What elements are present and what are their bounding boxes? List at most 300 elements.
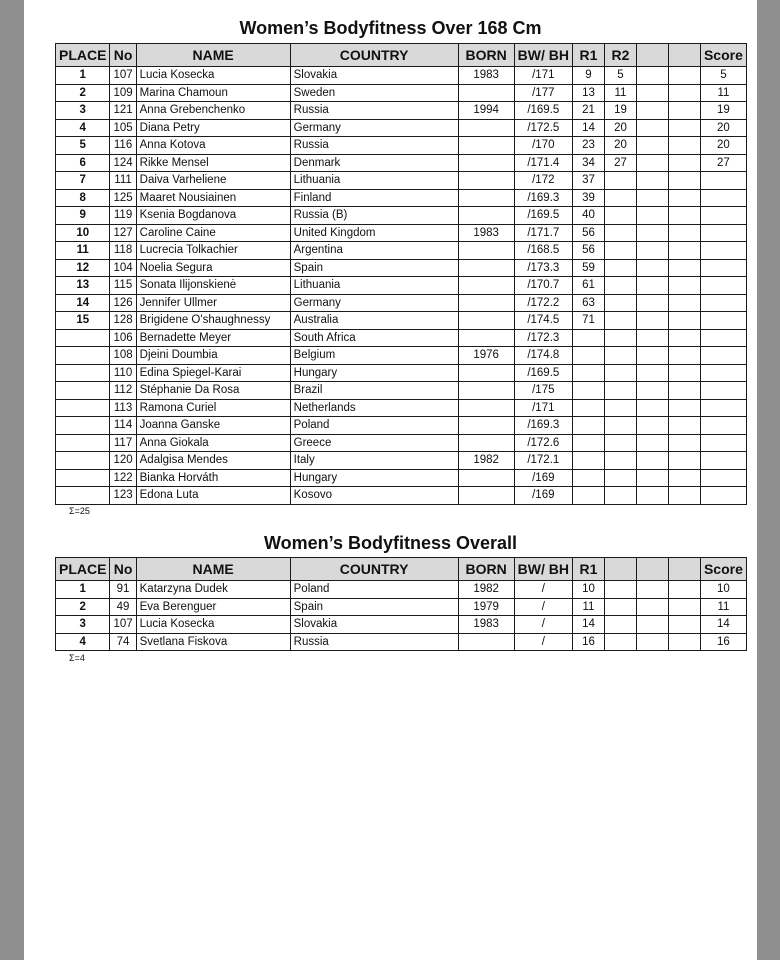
cell-extra1 xyxy=(636,189,668,207)
cell-number: 116 xyxy=(110,137,136,155)
cell-born: 1983 xyxy=(458,67,514,85)
cell-extra1 xyxy=(636,242,668,260)
cell-r1 xyxy=(572,487,604,505)
cell-score xyxy=(700,172,746,190)
cell-born xyxy=(458,364,514,382)
results-table-over-168 xyxy=(55,43,747,505)
cell-extra1 xyxy=(636,364,668,382)
cell-extra2 xyxy=(668,487,700,505)
cell-born xyxy=(458,259,514,277)
cell-born xyxy=(458,633,514,651)
table-row xyxy=(56,598,747,616)
cell-extra1 xyxy=(636,616,668,634)
table-row xyxy=(56,102,747,120)
cell-country: Russia xyxy=(290,102,458,120)
cell-name: Jennifer Ullmer xyxy=(136,294,290,312)
cell-name: Adalgisa Mendes xyxy=(136,452,290,470)
cell-country: Lithuania xyxy=(290,277,458,295)
cell-score xyxy=(700,294,746,312)
cell-r2 xyxy=(604,259,636,277)
cell-r2 xyxy=(604,207,636,225)
cell-place: 11 xyxy=(56,242,110,260)
cell-extra2 xyxy=(668,102,700,120)
cell-score xyxy=(700,242,746,260)
cell-extra2 xyxy=(668,399,700,417)
cell-name: Djeini Doumbia xyxy=(136,347,290,365)
cell-r1 xyxy=(572,417,604,435)
cell-bw-bh: /171.4 xyxy=(514,154,572,172)
cell-place: 13 xyxy=(56,277,110,295)
cell-score xyxy=(700,312,746,330)
cell-place: 3 xyxy=(56,102,110,120)
cell-bw-bh: /171.7 xyxy=(514,224,572,242)
cell-r2 xyxy=(604,434,636,452)
cell-r1: 13 xyxy=(572,84,604,102)
header-born: BORN xyxy=(458,44,514,67)
cell-number: 122 xyxy=(110,469,136,487)
cell-name: Sonata Ilijonskienė xyxy=(136,277,290,295)
cell-born xyxy=(458,172,514,190)
table-row xyxy=(56,294,747,312)
cell-number: 49 xyxy=(110,598,136,616)
cell-score: 16 xyxy=(700,633,746,651)
cell-place xyxy=(56,347,110,365)
table-row xyxy=(56,207,747,225)
cell-r2 xyxy=(604,224,636,242)
table2-count: Σ=4 xyxy=(69,653,85,663)
cell-extra2 xyxy=(668,294,700,312)
cell-score xyxy=(700,277,746,295)
cell-r2 xyxy=(604,364,636,382)
cell-place: 9 xyxy=(56,207,110,225)
cell-bw-bh: /172.2 xyxy=(514,294,572,312)
cell-extra1 xyxy=(636,329,668,347)
cell-extra1 xyxy=(636,154,668,172)
cell-name: Ksenia Bogdanova xyxy=(136,207,290,225)
cell-bw-bh: /169 xyxy=(514,487,572,505)
cell-country: Greece xyxy=(290,434,458,452)
cell-r1 xyxy=(572,364,604,382)
header-extra1 xyxy=(636,44,668,67)
cell-country: Kosovo xyxy=(290,487,458,505)
cell-bw-bh: /169.3 xyxy=(514,417,572,435)
cell-name: Ramona Curiel xyxy=(136,399,290,417)
header-born: BORN xyxy=(458,558,514,581)
cell-born xyxy=(458,382,514,400)
header-r1: R1 xyxy=(572,558,604,581)
cell-score xyxy=(700,207,746,225)
cell-place: 12 xyxy=(56,259,110,277)
header-country: COUNTRY xyxy=(290,558,458,581)
cell-number: 109 xyxy=(110,84,136,102)
cell-bw-bh: / xyxy=(514,581,572,599)
cell-extra1 xyxy=(636,102,668,120)
cell-extra1 xyxy=(636,633,668,651)
cell-score xyxy=(700,487,746,505)
cell-extra1 xyxy=(636,487,668,505)
table-row xyxy=(56,312,747,330)
cell-r1 xyxy=(572,347,604,365)
cell-bw-bh: /171 xyxy=(514,399,572,417)
cell-score xyxy=(700,189,746,207)
cell-r1 xyxy=(572,452,604,470)
cell-name: Rikke Mensel xyxy=(136,154,290,172)
cell-bw-bh: /172.1 xyxy=(514,452,572,470)
cell-bw-bh: /170.7 xyxy=(514,277,572,295)
cell-r1: 40 xyxy=(572,207,604,225)
cell-name: Edina Spiegel-Karai xyxy=(136,364,290,382)
cell-extra1 xyxy=(636,172,668,190)
cell-extra2 xyxy=(668,329,700,347)
header-r1: R1 xyxy=(572,44,604,67)
cell-extra2 xyxy=(668,434,700,452)
cell-born xyxy=(458,189,514,207)
cell-r1: 16 xyxy=(572,633,604,651)
cell-bw-bh: /172 xyxy=(514,172,572,190)
cell-name: Noelia Segura xyxy=(136,259,290,277)
table-row xyxy=(56,137,747,155)
table-row xyxy=(56,277,747,295)
cell-country: Russia xyxy=(290,137,458,155)
results-sheet xyxy=(24,0,757,960)
cell-country: Spain xyxy=(290,259,458,277)
cell-bw-bh: /175 xyxy=(514,382,572,400)
cell-name: Lucia Kosecka xyxy=(136,616,290,634)
cell-country: Italy xyxy=(290,452,458,470)
cell-r1: 71 xyxy=(572,312,604,330)
table-header-row xyxy=(56,558,747,581)
header-score: Score xyxy=(700,44,746,67)
cell-bw-bh: /172.3 xyxy=(514,329,572,347)
cell-number: 114 xyxy=(110,417,136,435)
table-row xyxy=(56,452,747,470)
cell-r2 xyxy=(604,382,636,400)
cell-extra1 xyxy=(636,452,668,470)
cell-number: 104 xyxy=(110,259,136,277)
cell-extra2 xyxy=(668,189,700,207)
cell-born: 1982 xyxy=(458,581,514,599)
cell-name: Anna Kotova xyxy=(136,137,290,155)
cell-r2 xyxy=(604,633,636,651)
cell-country: Finland xyxy=(290,189,458,207)
cell-name: Stéphanie Da Rosa xyxy=(136,382,290,400)
cell-extra1 xyxy=(636,119,668,137)
cell-place xyxy=(56,452,110,470)
table-row xyxy=(56,487,747,505)
cell-r1: 11 xyxy=(572,598,604,616)
cell-number: 121 xyxy=(110,102,136,120)
cell-r1 xyxy=(572,399,604,417)
cell-extra1 xyxy=(636,434,668,452)
cell-place: 6 xyxy=(56,154,110,172)
cell-bw-bh: /174.5 xyxy=(514,312,572,330)
cell-number: 118 xyxy=(110,242,136,260)
cell-bw-bh: /171 xyxy=(514,67,572,85)
cell-name: Lucrecia Tolkachier xyxy=(136,242,290,260)
cell-score xyxy=(700,224,746,242)
cell-r1: 9 xyxy=(572,67,604,85)
cell-score xyxy=(700,364,746,382)
cell-r2 xyxy=(604,277,636,295)
cell-score xyxy=(700,469,746,487)
cell-r1: 63 xyxy=(572,294,604,312)
table-row xyxy=(56,67,747,85)
cell-r1 xyxy=(572,469,604,487)
table-row xyxy=(56,347,747,365)
cell-place xyxy=(56,469,110,487)
results-table-overall xyxy=(55,557,747,651)
cell-place: 4 xyxy=(56,633,110,651)
header-bw-bh: BW/ BH xyxy=(514,558,572,581)
cell-r2 xyxy=(604,399,636,417)
cell-name: Brigidene O'shaughnessy xyxy=(136,312,290,330)
cell-extra2 xyxy=(668,224,700,242)
cell-score: 10 xyxy=(700,581,746,599)
cell-r2: 11 xyxy=(604,84,636,102)
table-header-row xyxy=(56,44,747,67)
cell-extra1 xyxy=(636,259,668,277)
cell-extra1 xyxy=(636,598,668,616)
cell-bw-bh: /169 xyxy=(514,469,572,487)
cell-country: Hungary xyxy=(290,469,458,487)
cell-name: Bernadette Meyer xyxy=(136,329,290,347)
cell-r2: 20 xyxy=(604,119,636,137)
cell-r2 xyxy=(604,452,636,470)
cell-extra2 xyxy=(668,417,700,435)
cell-extra2 xyxy=(668,277,700,295)
cell-score: 19 xyxy=(700,102,746,120)
cell-born xyxy=(458,137,514,155)
cell-born: 1976 xyxy=(458,347,514,365)
cell-number: 125 xyxy=(110,189,136,207)
cell-r2 xyxy=(604,294,636,312)
cell-country: Sweden xyxy=(290,84,458,102)
cell-number: 123 xyxy=(110,487,136,505)
cell-score: 14 xyxy=(700,616,746,634)
cell-score: 11 xyxy=(700,598,746,616)
cell-r1: 14 xyxy=(572,119,604,137)
cell-r1: 56 xyxy=(572,224,604,242)
cell-r2 xyxy=(604,312,636,330)
header-extra1 xyxy=(636,558,668,581)
cell-number: 74 xyxy=(110,633,136,651)
cell-country: Belgium xyxy=(290,347,458,365)
cell-born xyxy=(458,469,514,487)
cell-country: Germany xyxy=(290,294,458,312)
cell-extra2 xyxy=(668,347,700,365)
cell-born: 1979 xyxy=(458,598,514,616)
cell-r1 xyxy=(572,434,604,452)
cell-number: 120 xyxy=(110,452,136,470)
cell-r2: 5 xyxy=(604,67,636,85)
cell-number: 106 xyxy=(110,329,136,347)
cell-r2: 27 xyxy=(604,154,636,172)
cell-country: Russia (B) xyxy=(290,207,458,225)
table-row xyxy=(56,399,747,417)
header-r2: R2 xyxy=(604,44,636,67)
cell-born xyxy=(458,84,514,102)
cell-place: 7 xyxy=(56,172,110,190)
cell-country: Lithuania xyxy=(290,172,458,190)
cell-place xyxy=(56,364,110,382)
cell-country: Denmark xyxy=(290,154,458,172)
cell-place xyxy=(56,487,110,505)
cell-r2 xyxy=(604,469,636,487)
cell-extra2 xyxy=(668,154,700,172)
cell-bw-bh: /172.5 xyxy=(514,119,572,137)
cell-extra2 xyxy=(668,137,700,155)
cell-place: 2 xyxy=(56,598,110,616)
cell-number: 91 xyxy=(110,581,136,599)
cell-place: 8 xyxy=(56,189,110,207)
cell-country: United Kingdom xyxy=(290,224,458,242)
cell-r1: 59 xyxy=(572,259,604,277)
cell-r1: 34 xyxy=(572,154,604,172)
cell-bw-bh: /172.6 xyxy=(514,434,572,452)
cell-place: 4 xyxy=(56,119,110,137)
table-row xyxy=(56,364,747,382)
table1-count: Σ=25 xyxy=(69,506,90,516)
cell-bw-bh: / xyxy=(514,633,572,651)
cell-r1 xyxy=(572,329,604,347)
cell-number: 124 xyxy=(110,154,136,172)
table-row xyxy=(56,417,747,435)
header-r2 xyxy=(604,558,636,581)
cell-country: Germany xyxy=(290,119,458,137)
cell-number: 117 xyxy=(110,434,136,452)
table-row xyxy=(56,434,747,452)
cell-number: 105 xyxy=(110,119,136,137)
cell-number: 112 xyxy=(110,382,136,400)
cell-extra1 xyxy=(636,469,668,487)
cell-number: 126 xyxy=(110,294,136,312)
cell-born xyxy=(458,434,514,452)
cell-r2: 20 xyxy=(604,137,636,155)
cell-number: 107 xyxy=(110,67,136,85)
cell-place xyxy=(56,382,110,400)
header-name: NAME xyxy=(136,44,290,67)
cell-name: Maaret Nousiainen xyxy=(136,189,290,207)
cell-name: Daiva Varheliene xyxy=(136,172,290,190)
table-row xyxy=(56,382,747,400)
cell-place xyxy=(56,434,110,452)
cell-extra1 xyxy=(636,137,668,155)
cell-r2 xyxy=(604,347,636,365)
table-row xyxy=(56,189,747,207)
cell-extra2 xyxy=(668,242,700,260)
cell-r2 xyxy=(604,598,636,616)
cell-r2 xyxy=(604,189,636,207)
cell-name: Lucia Kosecka xyxy=(136,67,290,85)
table-row xyxy=(56,616,747,634)
cell-number: 107 xyxy=(110,616,136,634)
cell-r1: 23 xyxy=(572,137,604,155)
table-row xyxy=(56,172,747,190)
table-row xyxy=(56,581,747,599)
cell-extra2 xyxy=(668,469,700,487)
cell-country: Hungary xyxy=(290,364,458,382)
cell-name: Anna Giokala xyxy=(136,434,290,452)
header-score: Score xyxy=(700,558,746,581)
cell-extra1 xyxy=(636,224,668,242)
cell-born: 1982 xyxy=(458,452,514,470)
cell-r2 xyxy=(604,417,636,435)
cell-extra2 xyxy=(668,581,700,599)
cell-country: Poland xyxy=(290,581,458,599)
cell-extra2 xyxy=(668,172,700,190)
cell-born xyxy=(458,487,514,505)
header-country: COUNTRY xyxy=(290,44,458,67)
header-extra2 xyxy=(668,558,700,581)
cell-extra2 xyxy=(668,259,700,277)
cell-name: Svetlana Fiskova xyxy=(136,633,290,651)
cell-r2: 19 xyxy=(604,102,636,120)
cell-extra2 xyxy=(668,312,700,330)
cell-name: Caroline Caine xyxy=(136,224,290,242)
cell-bw-bh: / xyxy=(514,616,572,634)
cell-place xyxy=(56,417,110,435)
cell-bw-bh: /174.8 xyxy=(514,347,572,365)
cell-place xyxy=(56,399,110,417)
cell-place: 15 xyxy=(56,312,110,330)
cell-extra2 xyxy=(668,207,700,225)
cell-r2 xyxy=(604,242,636,260)
cell-name: Edona Luta xyxy=(136,487,290,505)
cell-name: Joanna Ganske xyxy=(136,417,290,435)
cell-name: Anna Grebenchenko xyxy=(136,102,290,120)
cell-bw-bh: /168.5 xyxy=(514,242,572,260)
cell-score xyxy=(700,382,746,400)
cell-born xyxy=(458,242,514,260)
cell-r1: 61 xyxy=(572,277,604,295)
cell-score xyxy=(700,347,746,365)
table-row xyxy=(56,242,747,260)
table-row xyxy=(56,224,747,242)
cell-born xyxy=(458,207,514,225)
cell-born: 1983 xyxy=(458,224,514,242)
cell-extra1 xyxy=(636,382,668,400)
cell-born xyxy=(458,399,514,417)
cell-bw-bh: /173.3 xyxy=(514,259,572,277)
header-place: PLACE xyxy=(56,558,110,581)
cell-number: 115 xyxy=(110,277,136,295)
cell-extra2 xyxy=(668,633,700,651)
cell-bw-bh: /169.3 xyxy=(514,189,572,207)
header-bw-bh: BW/ BH xyxy=(514,44,572,67)
cell-bw-bh: /169.5 xyxy=(514,102,572,120)
cell-born: 1983 xyxy=(458,616,514,634)
cell-country: Russia xyxy=(290,633,458,651)
cell-r2 xyxy=(604,329,636,347)
header-extra2 xyxy=(668,44,700,67)
cell-born xyxy=(458,119,514,137)
cell-place: 3 xyxy=(56,616,110,634)
cell-born xyxy=(458,154,514,172)
cell-r1: 10 xyxy=(572,581,604,599)
cell-extra1 xyxy=(636,399,668,417)
cell-extra2 xyxy=(668,119,700,137)
cell-country: South Africa xyxy=(290,329,458,347)
cell-r1 xyxy=(572,382,604,400)
cell-extra2 xyxy=(668,364,700,382)
cell-extra1 xyxy=(636,67,668,85)
cell-bw-bh: /169.5 xyxy=(514,207,572,225)
cell-extra1 xyxy=(636,207,668,225)
cell-place xyxy=(56,329,110,347)
cell-score: 5 xyxy=(700,67,746,85)
cell-score xyxy=(700,399,746,417)
cell-place: 10 xyxy=(56,224,110,242)
